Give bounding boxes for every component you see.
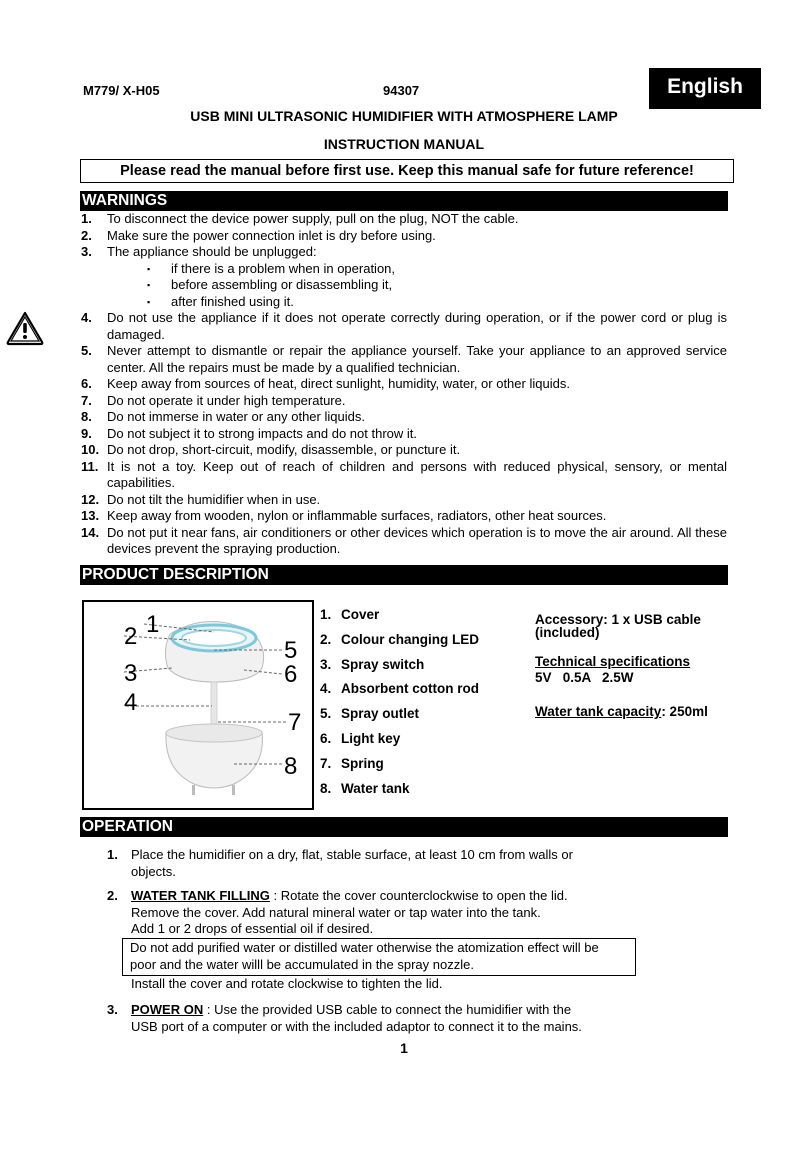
warning-triangle-icon <box>5 310 45 346</box>
callout-8: 8 <box>284 753 298 780</box>
language-badge: English <box>649 68 761 109</box>
product-description-heading: PRODUCT DESCRIPTION <box>80 565 728 585</box>
model-number: M779/ X-H05 <box>83 83 160 98</box>
tank-capacity: Water tank capacity: 250ml <box>535 704 708 719</box>
safety-notice: Please read the manual before first use. Keep this manual safe for future reference! <box>80 159 734 183</box>
list-item: 4. Absorbent cotton rod <box>320 681 479 697</box>
operation-heading: OPERATION <box>80 817 728 837</box>
list-item: 3. The appliance should be unplugged: <box>81 244 317 259</box>
callout-1: 1 <box>146 611 160 638</box>
warnings-heading: WARNINGS <box>80 191 728 211</box>
list-item: 8. Do not immerse in water or any other liquids. <box>81 409 365 424</box>
document-subtitle: INSTRUCTION MANUAL <box>323 136 485 152</box>
sub-list-item: ▪ before assembling or disassembling it, <box>147 277 393 292</box>
callout-2: 2 <box>124 623 138 650</box>
sub-list-item: ▪ after finished using it. <box>147 293 294 309</box>
list-item: 7. Spring <box>320 755 384 771</box>
list-item: 7. Do not operate it under high temperature. <box>81 392 346 408</box>
sub-list-item: ▪ if there is a problem when in operation, <box>147 260 396 276</box>
list-item: 5. Never attempt to dismantle or repair the appliance yourself. Take your appliance to an approved service center. All the repairs must be made by a qualified technician. <box>81 343 727 375</box>
callout-4: 4 <box>124 689 138 716</box>
list-item: 2. Colour changing LED <box>320 631 479 647</box>
list-item: 3. Spray switch <box>320 656 425 672</box>
list-item: 12. Do not tilt the humidifier when in use. <box>81 491 321 507</box>
operation-step-1: 1. Place the humidifier on a dry, flat, stable surface, at least 10 cm from walls or objects. <box>107 847 573 879</box>
list-item: 9. Do not subject it to strong impacts and do not throw it. <box>81 425 417 441</box>
product-code: 94307 <box>383 83 420 98</box>
tech-spec-label: Technical specifications <box>535 654 691 669</box>
list-item: 8. Water tank <box>320 780 410 796</box>
operation-step-2: 2. WATER TANK FILLING : Rotate the cover counterclockwise to open the lid. Remove the cover. Add natural mineral water or tap water into the tank. Add 1 or 2 drops of essential oil if desired. <box>107 888 568 936</box>
callout-5: 5 <box>284 637 298 664</box>
warnings-list <box>81 211 727 558</box>
list-item: 6. Light key <box>320 730 401 746</box>
list-item: 14. Do not put it near fans, air conditioners or other devices which operation is to move the air around. All these devices prevent the spraying production. <box>81 524 727 556</box>
list-item: 1. Cover <box>320 607 380 622</box>
list-item: 5. Spray outlet <box>320 706 420 722</box>
list-item: 4. Do not use the appliance if it does not operate correctly during operation, or if the power cord or plug is damaged. <box>81 310 727 342</box>
operation-step-3: 3. POWER ON : Use the provided USB cable to connect the humidifier with the USB port of a computer or with the included adaptor to connect it to the mains. <box>107 1002 582 1034</box>
list-item: 11. It is not a toy. Keep out of reach of children and persons with reduced physical, sensory, or mental capabilities. <box>81 458 727 490</box>
accessory-info: Accessory: 1 x USB cable (included) <box>535 612 701 640</box>
humidifier-illustration <box>84 602 312 808</box>
callout-3: 3 <box>124 660 138 687</box>
parts-list <box>320 603 479 801</box>
operation-step-2-continued: Install the cover and rotate clockwise to tighten the lid. <box>131 976 443 991</box>
page-number: 1 <box>400 1040 408 1056</box>
callout-6: 6 <box>284 661 298 688</box>
list-item: 10. Do not drop, short-circuit, modify, disassemble, or puncture it. <box>81 442 461 457</box>
document-title: USB MINI ULTRASONIC HUMIDIFIER WITH ATMOSPHERE LAMP <box>190 108 618 124</box>
list-item: 13. Keep away from wooden, nylon or inflammable surfaces, radiators, other heat sources. <box>81 508 607 523</box>
list-item: 6. Keep away from sources of heat, direct sunlight, humidity, water, or other liquids. <box>81 376 570 391</box>
list-item: 1. To disconnect the device power supply, pull on the plug, NOT the cable. <box>81 211 519 226</box>
product-diagram <box>82 600 314 810</box>
list-item: 2. Make sure the power connection inlet is dry before using. <box>81 227 436 243</box>
callout-7: 7 <box>288 709 302 736</box>
water-type-notice: Do not add purified water or distilled water otherwise the atomization effect will be poor and the water willl be accumulated in the spray nozzle. <box>122 938 636 976</box>
tech-spec-values: 5V 0.5A 2.5W <box>535 670 634 685</box>
